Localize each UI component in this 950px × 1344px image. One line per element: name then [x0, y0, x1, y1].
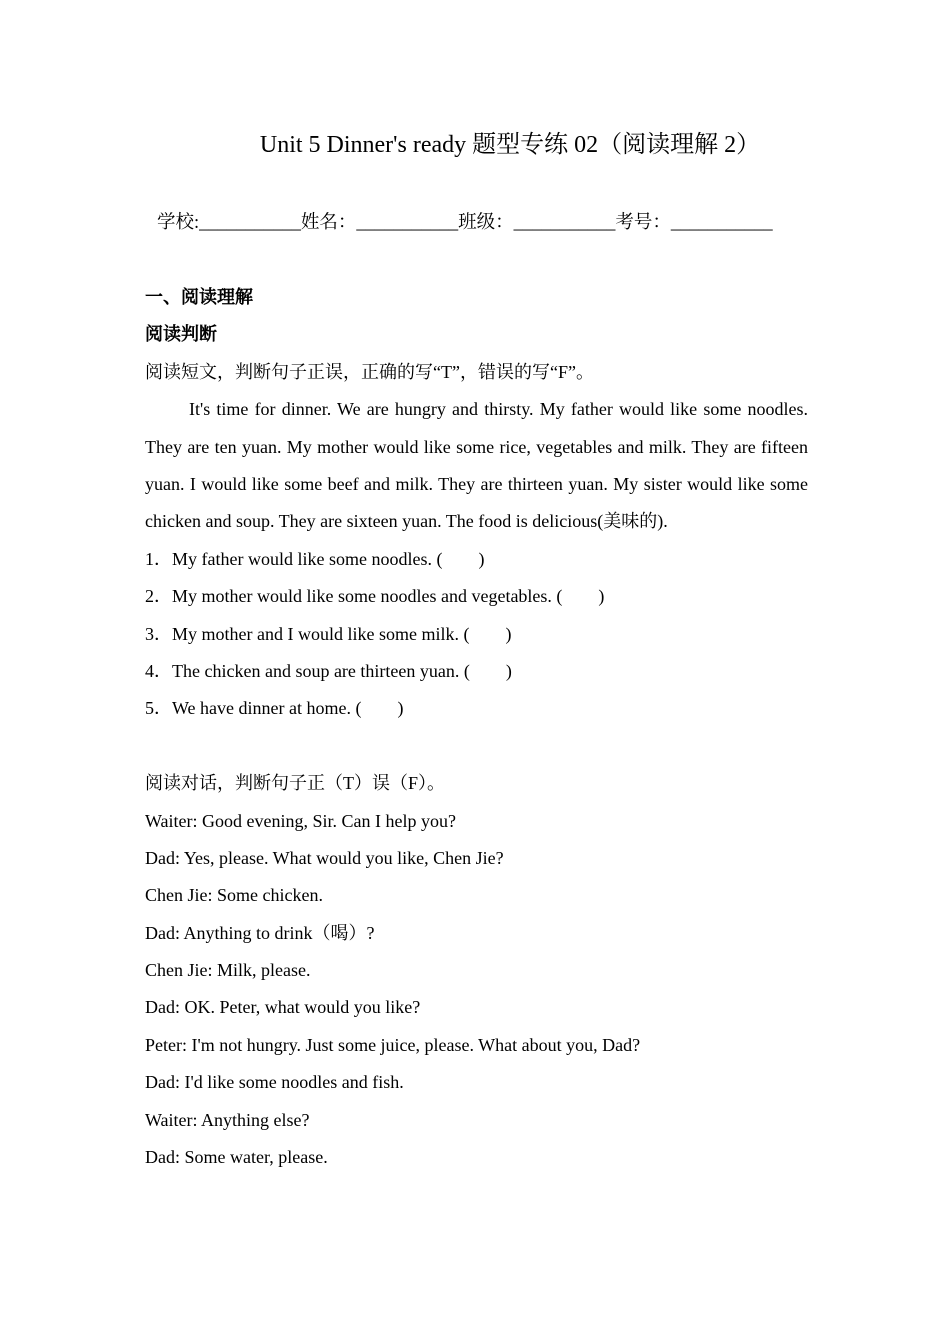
dialogue-line: Peter: I'm not hungry. Just some juice, please. What about you, Dad?	[145, 1034, 641, 1055]
dialogue-line: Dad: Anything to drink（喝）?	[145, 922, 375, 943]
dialogue-line: Waiter: Good evening, Sir. Can I help you?	[145, 810, 456, 831]
dialogue-line: Dad: OK. Peter, what would you like?	[145, 997, 421, 1018]
part1-instruction: 阅读短文，判断句子正误，正确的写“T”，错误的写“F”。	[145, 361, 594, 382]
part2-instruction: 阅读对话，判断句子正（T）误（F）。	[145, 773, 446, 794]
document-title: Unit 5 Dinner's ready 题型专练 02（阅读理解 2）	[259, 132, 761, 158]
reading-passage: It's time for dinner. We are hungry and thirsty. My father would like some noodles. They are ten yuan. My mother would like some rice, vegetables and milk. They are fifteen yuan. I would like some beef and milk. They are thirteen yuan. My sister would like some chicken and soup. They are sixteen yuan. The food is delicious(美味的).	[145, 399, 808, 532]
section-heading: 一、阅读理解	[145, 287, 253, 307]
dialogue-line: Waiter: Anything else?	[145, 1109, 310, 1130]
dialogue-line: Dad: Yes, please. What would you like, Chen Jie?	[145, 847, 504, 868]
dialogue-line: Chen Jie: Milk, please.	[145, 960, 311, 981]
section-subheading: 阅读判断	[145, 324, 217, 345]
question-item: 3．My mother and I would like some milk. ( )	[145, 623, 512, 644]
dialogue-line: Chen Jie: Some chicken.	[145, 885, 323, 906]
student-info-line: 学校:___________姓名：___________班级：___________考号：___________	[157, 213, 773, 233]
question-item: 5．We have dinner at home. ( )	[145, 698, 404, 719]
question-item: 1．My father would like some noodles. ( )	[145, 548, 485, 569]
spacer	[145, 728, 808, 765]
question-item: 2．My mother would like some noodles and vegetables. ( )	[145, 586, 605, 607]
dialogue-line: Dad: I'd like some noodles and fish.	[145, 1072, 404, 1093]
document-body	[145, 279, 808, 1176]
question-item: 4．The chicken and soup are thirteen yuan. ( )	[145, 660, 512, 681]
dialogue-line: Dad: Some water, please.	[145, 1147, 328, 1168]
